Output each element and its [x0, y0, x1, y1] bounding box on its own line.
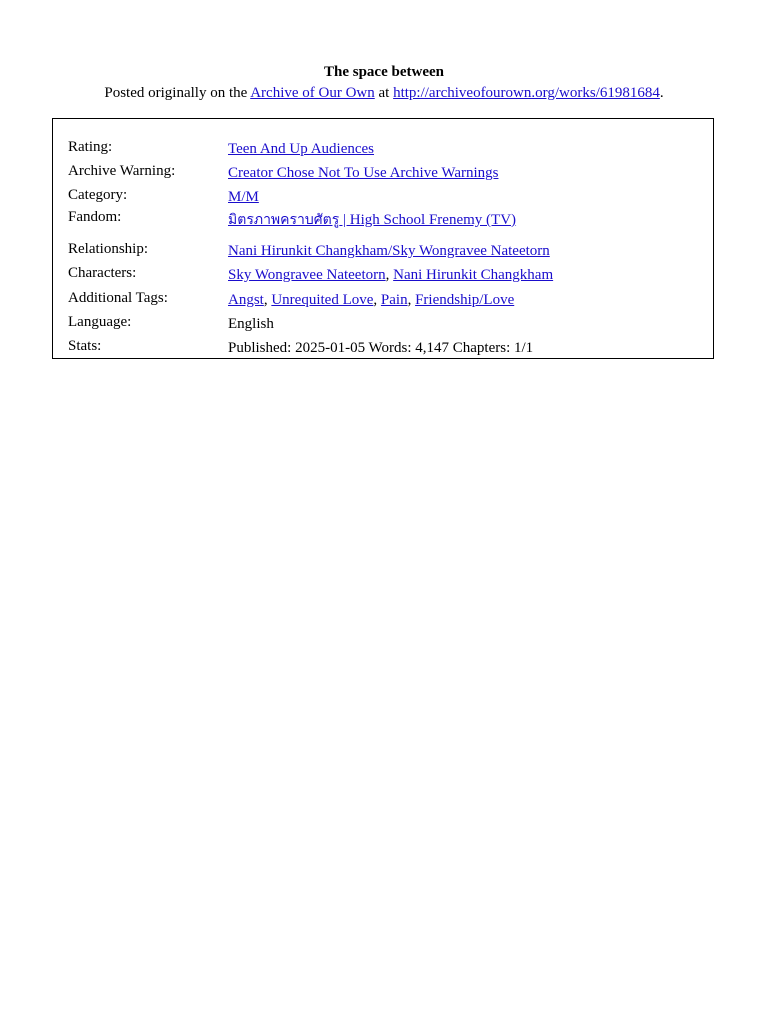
meta-row-category — [68, 185, 553, 209]
tags-label: Additional Tags: — [68, 290, 168, 306]
characters-label: Characters: — [68, 265, 137, 281]
fandom-label: Fandom: — [68, 209, 122, 225]
work-title: The space between — [324, 64, 444, 80]
archive-link[interactable]: Archive of Our Own — [250, 85, 375, 101]
tag-link[interactable]: Unrequited Love — [271, 292, 374, 308]
at-text: at — [374, 85, 394, 101]
character-link[interactable]: Nani Hirunkit Changkham — [393, 267, 554, 283]
fandom-english-text: | High School Frenemy (TV) — [339, 212, 517, 228]
warning-label: Archive Warning: — [68, 163, 176, 179]
tag-link[interactable]: Pain — [380, 292, 408, 308]
rating-link[interactable]: Teen And Up Audiences — [228, 141, 375, 157]
work-url-link[interactable]: http://archiveofourown.org/works/61981684 — [393, 85, 660, 101]
metadata-table — [68, 137, 553, 360]
work-header — [0, 62, 768, 104]
posted-line — [0, 83, 768, 104]
posted-prefix: Posted originally on the — [104, 85, 251, 101]
meta-row-fandom — [68, 209, 553, 239]
meta-row-tags: Additional Tags: Angst, Unrequited Love, Pain, Friendship/Love — [68, 288, 553, 312]
meta-row-relationship — [68, 239, 553, 263]
relationship-link[interactable]: Nani Hirunkit Changkham/Sky Wongravee Nateetorn — [228, 243, 550, 259]
rating-label: Rating: — [68, 139, 113, 155]
meta-row-rating — [68, 137, 553, 161]
warning-link[interactable]: Creator Chose Not To Use Archive Warnings — [228, 165, 499, 181]
tag-link[interactable]: Friendship/Love — [415, 292, 515, 308]
stats-value: Published: 2025-01-05 Words: 4,147 Chapters: 1/1 — [228, 340, 534, 356]
category-label: Category: — [68, 187, 128, 203]
meta-row-warning — [68, 161, 553, 185]
category-link[interactable]: M/M — [228, 189, 259, 205]
character-link[interactable]: Sky Wongravee Nateetorn — [228, 267, 386, 283]
fandom-thai-text: มิตรภาพคราบศัตรู — [228, 212, 340, 228]
language-label: Language: — [68, 314, 132, 330]
tag-link[interactable]: Angst — [228, 292, 264, 308]
fandom-link[interactable] — [228, 212, 516, 228]
metadata-box — [52, 118, 714, 359]
meta-row-stats — [68, 336, 553, 360]
meta-row-language — [68, 312, 553, 336]
meta-row-characters: Characters: Sky Wongravee Nateetorn, Nani Hirunkit Changkham — [68, 263, 553, 288]
posted-period: . — [659, 85, 664, 101]
stats-label: Stats: — [68, 338, 102, 354]
language-value: English — [228, 316, 274, 332]
relationship-label: Relationship: — [68, 241, 148, 257]
